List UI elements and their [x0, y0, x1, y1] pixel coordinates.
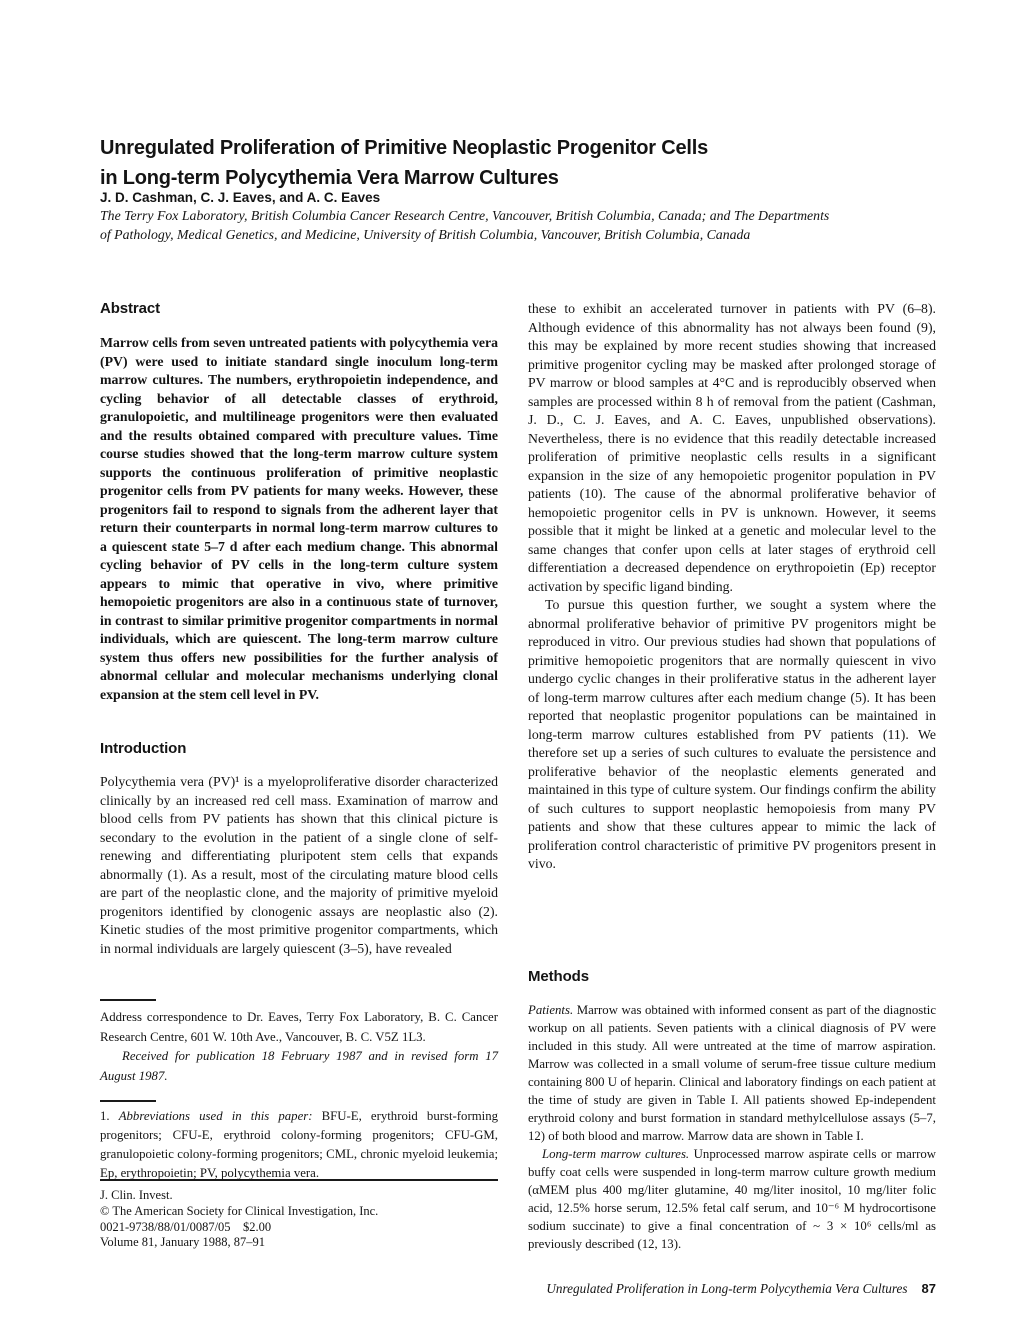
abstract-body: Marrow cells from seven untreated patients with polycythemia vera (PV) were used to initiate standard single inoculum long-term marrow cultures. The numbers, erythropoietin independence, and cycling behavior of all detectable classes of erythroid, granulopoietic, and multilineage progenitors were then evaluated and the results obtained compared with preculture values. Time course studies showed that the long-term marrow culture system supports the continuous proliferation of primitive neoplastic progenitor cells from PV patients for many weeks. However, these progenitors fail to respond to signals from the adherent layer that return their counterparts in normal long-term marrow cultures to a quiescent state 5–7 d after each medium change. This abnormal cycling behavior of PV cells in the long-term culture system appears to mimic that operative in vivo, where primitive hemopoietic progenitors are also in a continuous state of turnover, in contrast to similar primitive progenitor compartments in normal individuals, which are quiescent. The long-term marrow culture system thus offers new possibilities for the further analysis of abnormal cellular and molecular mechanisms underlying clonal expansion at the stem cell level in PV.	[100, 335, 498, 702]
footnote-rule	[100, 1100, 156, 1102]
journal-rule	[100, 1179, 498, 1181]
patients-text: Marrow was obtained with informed consent as part of the diagnostic workup on all patients. Seven patients with a clinical diagnosis of PV were included in this study. All were untreated at the time of marrow aspiration. Marrow was collected in a small volume of serum-free tissue culture medium containing 800 U of heparin. Clinical and laboratory findings on each patient at the time of study are given in Table I. All patients showed Ep-independent erythroid colony and burst formation in standard methylcellulose assays (5–7, 12) of both blood and marrow. Marrow data are shown in Table I.	[528, 1003, 936, 1143]
journal-volume: Volume 81, January 1988, 87–91	[100, 1235, 266, 1250]
received-note: Received for publication 18 February 1987 and in revised form 17 August 1987.	[100, 1049, 498, 1083]
running-footer	[470, 1281, 936, 1297]
journal-name: J. Clin. Invest.	[100, 1188, 173, 1202]
running-title: Unregulated Proliferation in Long-term Polycythemia Vera Cultures	[546, 1281, 908, 1296]
methods-section	[528, 968, 936, 1253]
affiliation	[100, 207, 960, 244]
authors-line: J. D. Cashman, C. J. Eaves, and A. C. Eaves	[100, 190, 381, 205]
cultures-lead: Long-term marrow cultures.	[542, 1147, 690, 1161]
article-title-line2: in Long-term Polycythemia Vera Marrow Cultures	[100, 167, 559, 189]
abbreviations-lead: Abbreviations used in this paper:	[118, 1109, 313, 1123]
abbreviations-text	[100, 1107, 498, 1183]
introduction-paragraph: Polycythemia vera (PV)¹ is a myeloproliferative disorder characterized clinically by an increased red cell mass. Examination of marrow and blood cells from PV patients has shown that this clinical picture is secondary to the evolution in the patient of a single clone of self-renewing and differentiating pluripotent stem cells that expands abnormally (1). As a result, most of the circulating mature blood cells are part of the neoplastic clone, and the majority of primitive myeloid progenitors identified by clonogenic assays are neoplastic also (2). Kinetic studies of the most primitive progenitor compartments, which in normal individuals are largely quiescent (3–5), have revealed	[100, 774, 498, 956]
journal-info	[100, 1179, 498, 1251]
affiliation-line2: of Pathology, Medical Genetics, and Medicine, University of British Columbia, Vancouver, British Columbia, Canada	[100, 226, 751, 242]
article-title	[100, 133, 860, 193]
correspondence-text: Address correspondence to Dr. Eaves, Terry Fox Laboratory, B. C. Cancer Research Centre, 601 W. 10th Ave., Vancouver, B. C. V5Z 1L3.	[100, 1010, 498, 1044]
footnote-rule	[100, 999, 156, 1001]
patients-lead: Patients.	[528, 1003, 574, 1017]
journal-copyright: © The American Society for Clinical Investigation, Inc.	[100, 1203, 379, 1218]
introduction-section	[100, 740, 498, 958]
affiliation-line1: The Terry Fox Laboratory, British Columbia Cancer Research Centre, Vancouver, British Columbia, Canada; and The Departments	[100, 208, 830, 223]
abbreviations-body: BFU-E, erythroid burst-forming progenitors; CFU-E, erythroid colony-forming progenitors; CFU-GM, granulopoietic colony-forming progenitors; CML, chronic myeloid leukemia; Ep, erythropoietin; PV, polycythemia vera.	[100, 1109, 499, 1180]
abstract-heading: Abstract	[100, 300, 161, 317]
methods-paragraph-cultures	[528, 1145, 936, 1253]
abstract-section	[100, 300, 498, 704]
journal-issn-price: 0021-9738/88/01/0087/05 $2.00	[100, 1219, 272, 1234]
abbreviation-number: 1.	[100, 1109, 119, 1123]
methods-heading: Methods	[528, 968, 589, 985]
right-column	[528, 300, 936, 874]
introduction-heading: Introduction	[100, 740, 187, 757]
correspondence-note	[100, 999, 498, 1086]
intro-second-paragraph: To pursue this question further, we sought a system where the abnormal proliferative behavior of primitive PV progenitors might be reproduced in vitro. Our previous studies had shown that populations of primitive hemopoietic progenitors that are normally quiescent in vivo undergo cyclic changes in their proliferative status in the adherent layer of long-term marrow cultures after each medium change (5). It has been reported that neoplastic progenitor populations can be maintained in long-term marrow cultures established from PV patients (11). We therefore set up a series of such cultures to evaluate the persistence and proliferative behavior of the neoplastic elements generated and maintained in this type of culture system. Our findings confirm the ability of such cultures to support neoplastic hemopoiesis from many PV patients and show that these cultures appear to mimic the lack of proliferation control characteristic of primitive PV progenitors present in vivo.	[528, 597, 936, 871]
intro-continuation-paragraph: these to exhibit an accelerated turnover in patients with PV (6–8). Although evidence of this abnormality has not always been found (9), this may be explained by more recent studies showing that increased primitive progenitor cycling may be masked after prolonged storage of PV marrow or blood samples at 4°C and is reproducibly observed when samples are processed within 8 h of removal from the patient (Cashman, J. D., C. J. Eaves, and A. C. Eaves, unpublished observations). Nevertheless, there is no evidence that this readily detectable increased proliferation of primitive neoplastic cells results in a significant expansion in the size of any hemopoietic progenitor population in PV patients (10). The cause of the abnormal proliferative behavior of hemopoietic progenitor cells in PV is unknown. However, it seems possible that it might be linked at a genetic and molecular level to the same changes that confer upon cells at later stages of erythroid cell differentiation a decreased dependence on erythropoietin (Ep) receptor activation by specific ligand binding.	[528, 301, 936, 594]
abbreviations-note	[100, 1100, 498, 1183]
cultures-text: Unprocessed marrow aspirate cells or marrow buffy coat cells were suspended in long-term marrow culture growth medium (αMEM plus 400 mg/liter glutamine, 40 mg/liter inositol, 10 mg/liter folic acid, 12.5% horse serum, 12.5% fetal calf serum, and 10⁻⁶ M hydrocortisone sodium succinate) to give a final concentration of ~ 3 × 10⁶ cells/ml as previously described (12, 13).	[528, 1147, 936, 1251]
methods-paragraph-patients	[528, 1001, 936, 1145]
page-number: 87	[921, 1281, 936, 1296]
article-title-line1: Unregulated Proliferation of Primitive Neoplastic Progenitor Cells	[100, 137, 709, 159]
